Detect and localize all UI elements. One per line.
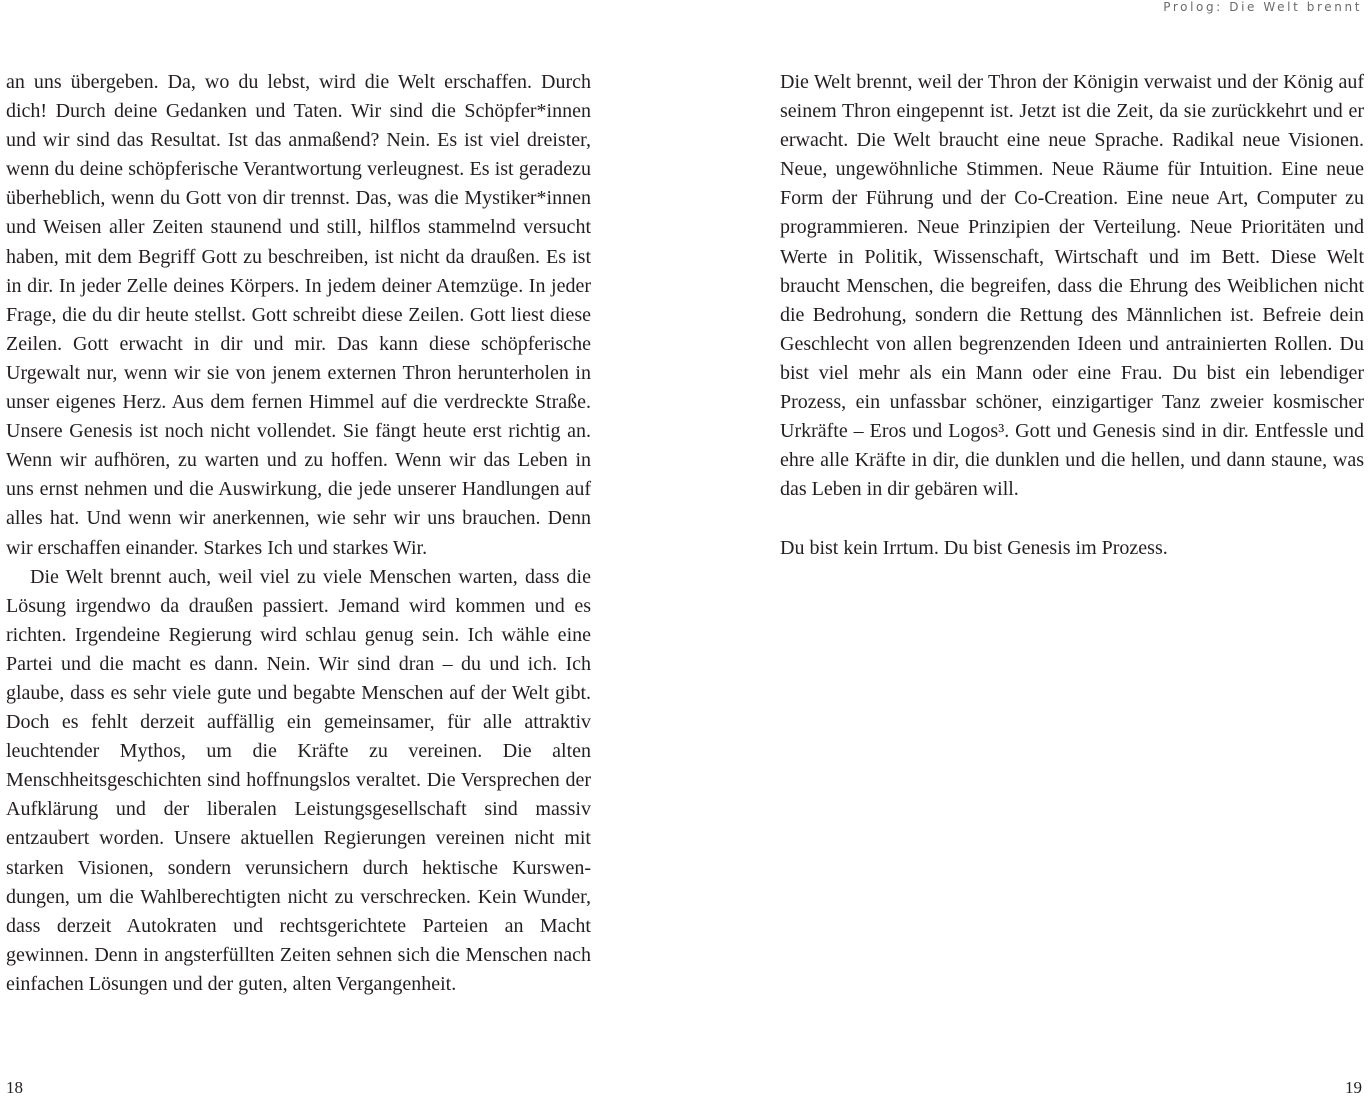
right-page-text (780, 68, 1364, 563)
paragraph: an uns übergeben. Da, wo du lebst, wird die Welt erschaffen. Durch dich! Durch deine Gedanken und Taten. Wir sind die Schöpfer*innen und wir sind das Resultat. Ist das anmaßend? Nein. Es ist viel dreister, wenn du deine schöpferische Verantwortung verleugnest. Es ist geradezu überheblich, wenn du Gott von dir trennst. Das, was die Mystiker*innen und Weisen aller Zeiten staunend und still, hilflos stammelnd versucht haben, mit dem Begriff Gott zu beschreiben, ist nicht da draußen. Es ist in dir. In jeder Zelle deines Körpers. In jedem deiner Atemzüge. In jeder Frage, die du dir heute stellst. Gott schreibt diese Zeilen. Gott liest diese Zeilen. Gott erwacht in dir und mir. Das kann diese schöpferische Urgewalt nur, wenn wir sie von jenem externen Thron herunterholen in unser eigenes Herz. Aus dem fernen Himmel auf die verdreckte Straße. Unsere Genesis ist noch nicht vollendet. Sie fängt heute erst richtig an. Wenn wir aufhören, zu warten und zu hoffen. Wenn wir das Leben in uns ernst nehmen und die Auswirkung, die jede unserer Handlungen auf alles hat. Und wenn wir anerkennen, wie sehr wir uns brauchen. Denn wir erschaffen einander. Starkes Ich und starkes Wir. (6, 71, 591, 559)
running-header: Prolog: Die Welt brennt (1163, 0, 1362, 14)
page-number-left: 18 (6, 1078, 23, 1097)
page-number-right: 19 (1345, 1078, 1362, 1097)
paragraph: Die Welt brennt, weil der Thron der Königin verwaist und der König auf seinem Thron eingepennt ist. Jetzt ist die Zeit, da sie zurückkehrt und er erwacht. Die Welt braucht eine neue Sprache. Radikal neue Visionen. Neue, ungewöhnliche Stimmen. Neue Räume für Intuition. Eine neue Form der Führung und der Co-Creation. Eine neue Art, Computer zu programmieren. Neue Prinzipien der Verteilung. Neue Prioritäten und Werte in Politik, Wissenschaft, Wirtschaft und im Bett. Diese Welt braucht Menschen, die begreifen, dass die Ehrung des Weiblichen nicht die Bedrohung, sondern die Rettung des Männlichen ist. Befreie dein Geschlecht von allen begrenzenden Ideen und antrainierten Rollen. Du bist viel mehr als ein Mann oder eine Frau. Du bist ein lebendiger Prozess, ein unfassbar schöner, einzigartiger Tanz zweier kosmischer Urkräfte – Eros und Logos³. Gott und Genesis sind in dir. Entfessle und ehre alle Kräfte in dir, die dunklen und die hellen, und dann staune, was das Leben in dir gebären will. (780, 71, 1364, 501)
left-page-text (6, 68, 591, 999)
closing-paragraph: Du bist kein Irrtum. Du bist Genesis im Prozess. (780, 536, 1168, 559)
paragraph: Die Welt brennt auch, weil viel zu viele Menschen warten, dass die Lösung irgendwo da draußen passiert. Jemand wird kommen und es richten. Irgendeine Regierung wird schlau genug sein. Ich wähle eine Partei und die macht es dann. Nein. Wir sind dran – du und ich. Ich glaube, dass es sehr viele gute und begabte Menschen auf der Welt gibt. Doch es fehlt derzeit auffällig ein gemeinsamer, für alle attraktiv leuchtender Mythos, um die Kräfte zu vereinen. Die alten Menschheitsgeschichten sind hoffnungslos veraltet. Die Versprechen der Aufklärung und der liberalen Leistungsgesellschaft sind massiv entzaubert worden. Unsere aktuellen Regierungen vereinen nicht mit starken Visionen, sondern verunsichern durch hektische Kurswendungen, um die Wahlberechtigten nicht zu verschrecken. Kein Wunder, dass derzeit Autokraten und rechtsgerichtete Parteien an Macht gewinnen. Denn in angsterfüllten Zeiten sehnen sich die Menschen nach einfachen Lösungen und der guten, alten Vergangenheit. (6, 565, 591, 995)
